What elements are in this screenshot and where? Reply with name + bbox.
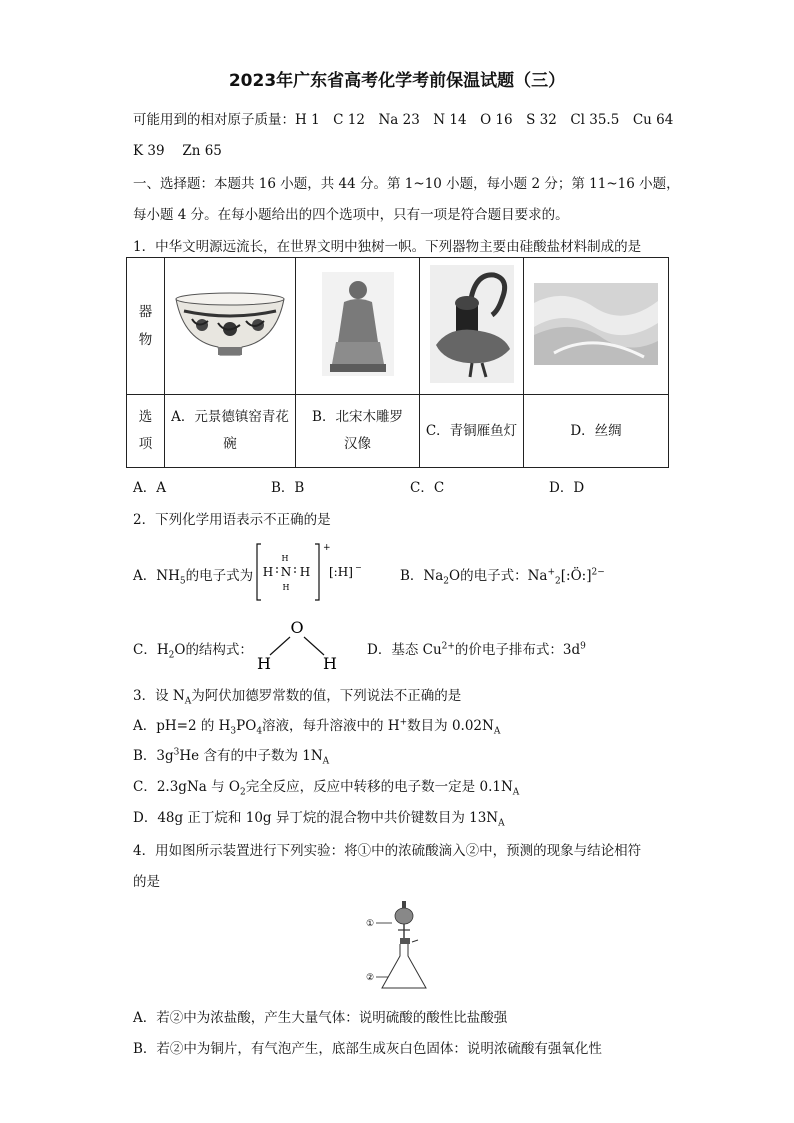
q3-option-c[interactable] — [133, 775, 519, 798]
nh5-electron-formula — [255, 540, 365, 604]
nh5-h-top: H — [281, 554, 289, 563]
row-header-char: 物 — [138, 332, 153, 348]
q3-a-sub3: A — [493, 726, 501, 737]
water-h1: H — [257, 654, 271, 673]
q3-a-sub1: 3 — [230, 726, 237, 737]
q2-a-formula: NH — [156, 568, 180, 584]
q3-c-1: C．2.3gNa 与 O — [133, 779, 240, 795]
q2-option-c[interactable] — [133, 638, 253, 661]
item-c-image-cell — [420, 258, 524, 395]
porcelain-bowl-image — [172, 289, 288, 359]
q3-a-2: PO — [236, 718, 257, 734]
nh5-charge-plus: + — [323, 543, 331, 553]
nh5-n: N — [280, 565, 292, 579]
label-2: ② — [366, 973, 375, 983]
row-header-char: 项 — [138, 436, 153, 452]
q2-option-a[interactable] — [133, 564, 253, 587]
q4-stem-line2: 的是 — [133, 874, 160, 890]
q3-option-b[interactable] — [133, 744, 329, 767]
hydride-charge: − — [355, 563, 362, 572]
atomic-mass-line-1: 可能用到的相对原子质量：H 1 C 12 Na 23 N 14 O 16 S 32 Cl 35.5 Cu 64 — [133, 112, 674, 128]
item-a-label-line1: A．元景德镇窑青花 — [171, 409, 289, 425]
nh5-h-right: H — [299, 565, 311, 579]
nh5-h-left: H — [262, 565, 274, 579]
q2-c-text: 的结构式： — [185, 642, 253, 658]
q1-choice-d[interactable]: D．D — [549, 480, 585, 496]
dropping-funnel-flask-diagram — [362, 898, 438, 994]
q3-a-1: A．pH=2 的 H — [133, 718, 231, 734]
row-header-objects — [127, 258, 165, 395]
wooden-statue-image — [322, 272, 394, 376]
nh5-h-bottom: H — [282, 583, 290, 592]
row-header-char: 选 — [138, 409, 153, 425]
q3-stem — [133, 684, 461, 707]
page-title: 2023年广东省高考化学考前保温试题（三） — [228, 71, 566, 91]
q2-a-text: 的电子式为 — [185, 568, 254, 584]
row-header-char: 器 — [138, 304, 153, 320]
q3-a-sub2: 4 — [256, 726, 263, 737]
q2-stem: 2．下列化学用语表示不正确的是 — [133, 512, 331, 528]
hydride-ion: [:H] — [329, 565, 353, 579]
q3-option-a[interactable] — [133, 714, 500, 737]
water-h2: H — [323, 654, 337, 673]
q2-b-formula: Na — [423, 568, 444, 584]
q3-b-sub: A — [322, 756, 330, 767]
q3-d-1: D．48g 正丁烷和 10g 异丁烷的混合物中共价键数目为 13N — [133, 810, 499, 826]
q1-choice-a[interactable]: A．A — [133, 480, 166, 496]
q2-c-prefix: C． — [133, 642, 157, 658]
q4-option-a[interactable]: A．若②中为浓盐酸，产生大量气体：说明硫酸的酸性比盐酸强 — [133, 1010, 508, 1026]
q3-a-sup: + — [399, 717, 408, 728]
q2-d-sup2: 9 — [580, 641, 586, 652]
q1-table — [126, 257, 669, 468]
atomic-mass-line-2: K 39 Zn 65 — [133, 143, 222, 159]
q1-choice-b[interactable]: B．B — [271, 480, 305, 496]
q1-stem: 1．中华文明源远流长，在世界文明中独树一帜。下列器物主要由硅酸盐材料制成的是 — [133, 239, 642, 255]
section-instructions-2: 每小题 4 分。在每小题给出的四个选项中，只有一项是符合题目要求的。 — [133, 207, 569, 223]
q3-b-sup: 3 — [173, 747, 180, 758]
q3-a-4: 数目为 0.02N — [407, 718, 494, 734]
q3-option-d[interactable] — [133, 806, 505, 829]
item-b-label-line2: 汉像 — [344, 436, 371, 452]
q4-stem-line1: 4．用如图所示装置进行下列实验：将①中的浓硫酸滴入②中，预测的现象与结论相符 — [133, 843, 642, 859]
q2-b-formula2: O — [449, 568, 461, 584]
item-b-image-cell — [296, 258, 420, 395]
q2-b-expr: Na — [527, 568, 548, 584]
bronze-lamp-image — [430, 265, 514, 383]
q2-b-bracket: [:Ö:] — [560, 568, 592, 584]
q2-d-sup: 2+ — [441, 641, 455, 652]
water-structural-formula — [252, 617, 342, 673]
item-d-label-line1: D．丝绸 — [570, 422, 622, 439]
q3-c-sub1: 2 — [239, 787, 246, 798]
q3-a-3: 溶液，每升溶液中的 H — [262, 718, 400, 734]
item-c-label-line1: C．青铜雁鱼灯 — [425, 422, 518, 439]
item-b-label-line1: B．北宋木雕罗 — [312, 409, 403, 425]
q2-a-prefix: A． — [133, 568, 157, 584]
section-instructions-1: 一、选择题：本题共 16 小题，共 44 分。第 1~10 小题，每小题 2 分；第 11~16 小题， — [133, 176, 680, 192]
q2-b-charge: 2− — [591, 567, 605, 578]
item-d-label — [524, 395, 669, 468]
q3-c-2: 完全反应，反应中转移的电子数一定是 0.1N — [245, 779, 513, 795]
q2-b-expr-sup: + — [547, 567, 556, 578]
silk-image — [534, 283, 658, 365]
label-1: ① — [366, 919, 375, 929]
q3-stem-sub: A — [184, 696, 192, 707]
q3-b-2: He 含有的中子数为 1N — [179, 748, 323, 764]
q2-b-expr-sub: 2 — [555, 576, 561, 587]
q2-b-prefix: B． — [400, 568, 424, 584]
q2-option-b[interactable] — [400, 564, 605, 587]
q2-c-formula: H — [156, 642, 169, 658]
water-o: O — [290, 618, 304, 637]
item-a-image-cell — [165, 258, 296, 395]
row-header-options — [127, 395, 165, 468]
q2-option-d[interactable] — [367, 638, 586, 658]
q3-c-sub2: A — [512, 787, 520, 798]
q2-c-sub: 2 — [168, 650, 175, 661]
q2-b-sub: 2 — [443, 576, 450, 587]
q3-stem-rest: 为阿伏加德罗常数的值，下列说法不正确的是 — [191, 688, 462, 704]
q1-choice-c[interactable]: C．C — [410, 480, 445, 496]
q2-d-text: D．基态 Cu — [367, 642, 442, 658]
q2-c-formula2: O — [174, 642, 186, 658]
q2-a-sub: 5 — [179, 576, 186, 587]
q3-b-1: B．3g — [133, 748, 174, 764]
item-d-image-cell — [524, 258, 669, 395]
q3-stem-text: 3．设 N — [133, 688, 185, 704]
q2-b-text: 的电子式： — [460, 568, 528, 584]
item-b-label — [296, 395, 420, 468]
q4-option-b[interactable]: B．若②中为铜片，有气泡产生，底部生成灰白色固体：说明浓硫酸有强氧化性 — [133, 1041, 602, 1057]
item-a-label — [165, 395, 296, 468]
item-a-label-line2: 碗 — [223, 436, 237, 452]
item-c-label — [420, 395, 524, 468]
q2-d-text2: 的价电子排布式：3d — [454, 642, 581, 658]
q3-d-sub: A — [498, 818, 505, 829]
